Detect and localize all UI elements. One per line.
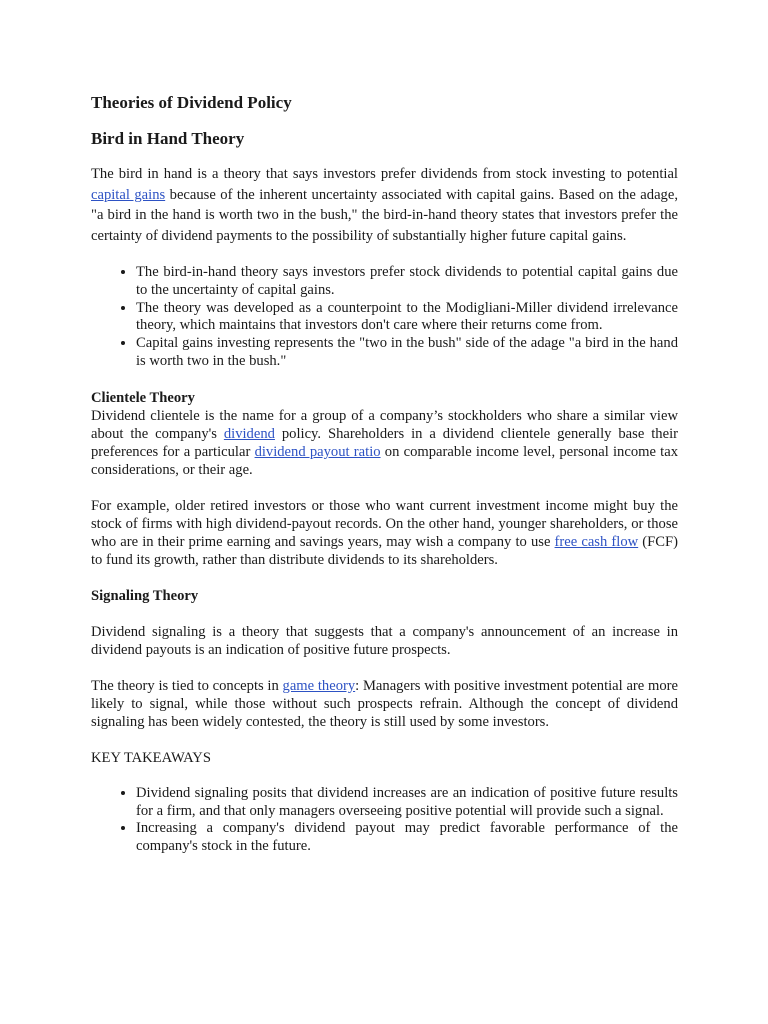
list-item: • The bird-in-hand theory says investors prefer stock dividends to potential capital gains due to the uncertainty of capital gains. [136, 264, 678, 300]
dividend-payout-ratio-link[interactable]: dividend payout ratio [254, 443, 381, 460]
dividend-link[interactable]: dividend [223, 425, 275, 442]
capital-gains-link[interactable]: capital gains [91, 186, 166, 203]
clientele-p2-text-a: For example, older retired investors or those who want current investment income might buy the stock of firms with high dividend-payout records. On the other hand, younger shareholders, or those who are in their prime earning and savings years, may wish a company to use [91, 497, 678, 550]
clientele-text-c: on comparable income level, personal income tax considerations, or their age. [91, 443, 678, 478]
list-item: • The theory was developed as a counterpoint to the Modigliani-Miller dividend irrelevance theory, which maintains that investors don't care where their returns come from. [136, 300, 678, 336]
clientele-paragraph-2 [91, 497, 678, 569]
signaling-paragraph-2 [91, 677, 678, 731]
clientele-p2-text-b: (FCF) to fund its growth, rather than distribute dividends to its shareholders. [91, 533, 678, 568]
clientele-theory-heading: Clientele Theory [91, 389, 195, 406]
clientele-text-a: Dividend clientele is the name for a group of a company’s stockholders who share a similar view about the company's [91, 407, 678, 442]
clientele-text-b: policy. Shareholders in a dividend clientele generally base their preferences for a particular [91, 425, 678, 460]
key-takeaways-bullet-list [91, 785, 678, 856]
document-content [91, 92, 678, 856]
bird-in-hand-bullet-list [91, 264, 678, 371]
game-theory-link[interactable]: game theory [282, 677, 356, 694]
list-item: • Increasing a company's dividend payout may predict favorable performance of the company's stock in the future. [136, 820, 678, 856]
signaling-text-b: : Managers with positive investment potential are more likely to signal, while those without such prospects refrain. Although the concept of dividend signaling has been widely contested, the theory is still used by some investors. [91, 677, 678, 730]
signaling-text-a: The theory is tied to concepts in [91, 677, 283, 694]
bird-in-hand-heading: Bird in Hand Theory [91, 129, 245, 148]
list-item: • Capital gains investing represents the "two in the bush" side of the adage "a bird in the hand is worth two in the bush." [136, 335, 678, 371]
key-takeaways-heading: KEY TAKEAWAYS [91, 749, 211, 766]
bird-text-a: The bird in hand is a theory that says investors prefer dividends from stock investing to potential [91, 166, 678, 182]
document-title: Theories of Dividend Policy [91, 93, 292, 112]
bird-text-b: because of the inherent uncertainty associated with capital gains. Based on the adage, "a bird in the hand is worth two in the bush," the bird-in-hand theory states that investors prefer the certainty of dividend payments to the possibility of substantially higher future capital gains. [91, 186, 678, 244]
bird-in-hand-paragraph [91, 164, 678, 246]
clientele-paragraph-1 [91, 407, 678, 479]
signaling-theory-heading: Signaling Theory [91, 587, 199, 604]
signaling-paragraph-1: Dividend signaling is a theory that suggests that a company's announcement of an increase in dividend payouts is an indication of positive future prospects. [91, 623, 678, 658]
list-item: • Dividend signaling posits that dividend increases are an indication of positive future results for a firm, and that only managers overseeing positive potential will provide such a signal. [136, 785, 678, 821]
free-cash-flow-link[interactable]: free cash flow [554, 533, 639, 550]
